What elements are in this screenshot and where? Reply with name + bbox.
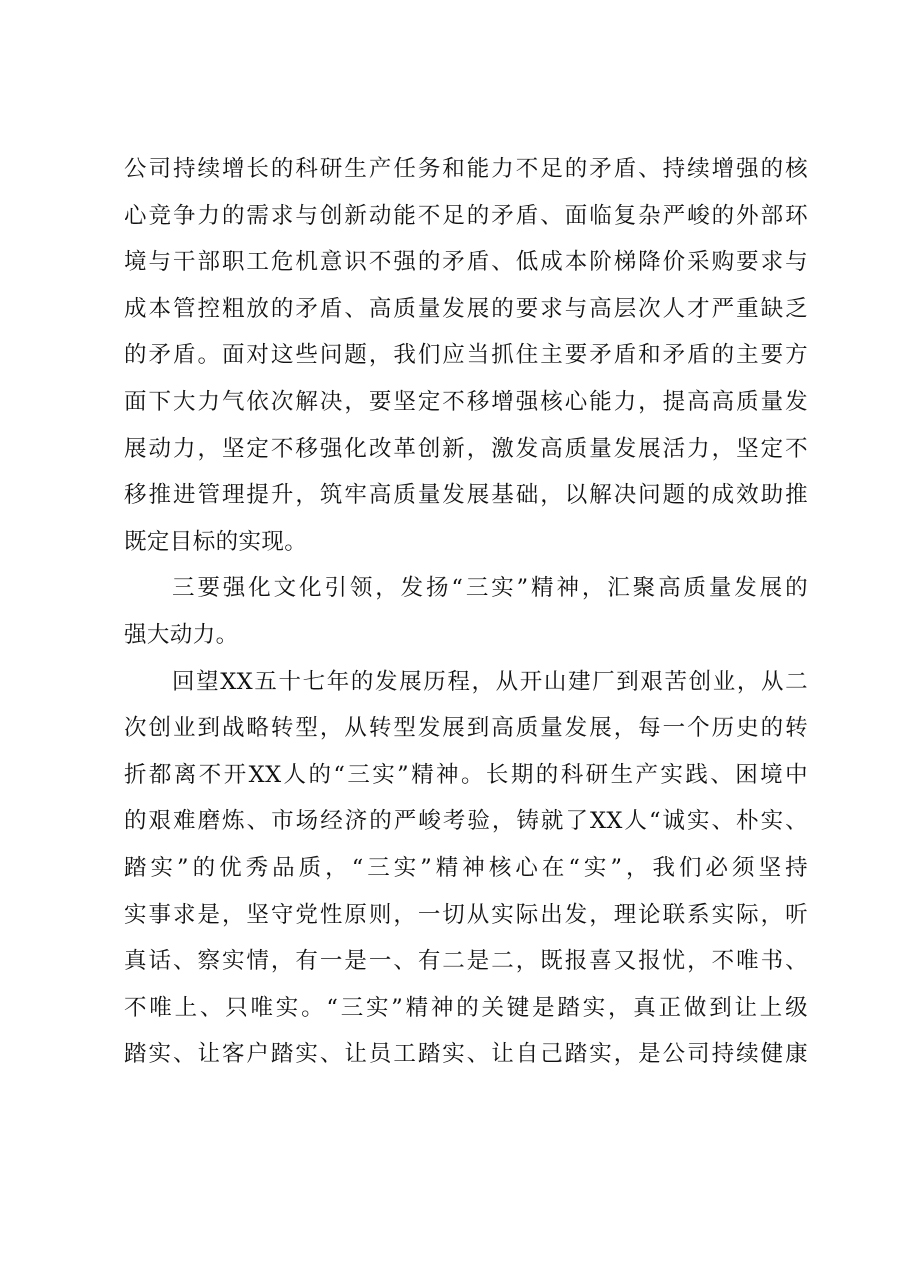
- text-line: 的矛盾。面对这些问题，我们应当抓住主要矛盾和矛盾的主要方: [124, 342, 808, 369]
- section-heading-line: 三要强化文化引领，发扬“三实”精神，汇聚高质量发展的: [172, 575, 808, 602]
- text-line: 境与干部职工危机意识不强的矛盾、低成本阶梯降价采购要求与: [124, 249, 808, 276]
- text-line: 面下大力气依次解决，要坚定不移增强核心能力，提高高质量发: [124, 388, 808, 415]
- paragraph-start-line: 回望XX五十七年的发展历程，从开山建厂到艰苦创业，从二: [172, 668, 808, 695]
- text-line: 踏实、让客户踏实、让员工踏实、让自己踏实，是公司持续健康: [124, 1041, 808, 1068]
- document-body: [124, 146, 808, 1078]
- text-line: 实事求是，坚守党性原则，一切从实际出发，理论联系实际，听: [124, 901, 808, 928]
- text-line: 的艰难磨炼、市场经济的严峻考验，铸就了XX人“诚实、朴实、: [124, 808, 808, 835]
- section-heading-end-line: 强大动力。: [124, 621, 239, 648]
- text-line: 踏实”的优秀品质，“三实”精神核心在“实”，我们必须坚持: [124, 854, 808, 881]
- text-line: 不唯上、只唯实。“三实”精神的关键是踏实，真正做到让上级: [124, 994, 808, 1021]
- text-line: 展动力，坚定不移强化改革创新，激发高质量发展活力，坚定不: [124, 435, 808, 462]
- text-line: 次创业到战略转型，从转型发展到高质量发展，每一个历史的转: [124, 715, 808, 742]
- text-line: 心竞争力的需求与创新动能不足的矛盾、面临复杂严峻的外部环: [124, 202, 808, 229]
- text-line: 公司持续增长的科研生产任务和能力不足的矛盾、持续增强的核: [124, 156, 808, 182]
- paragraph-end-line: 既定目标的实现。: [124, 528, 308, 555]
- text-line: 折都离不开XX人的“三实”精神。长期的科研生产实践、困境中: [124, 761, 808, 788]
- text-line: 成本管控粗放的矛盾、高质量发展的要求与高层次人才严重缺乏: [124, 295, 808, 322]
- text-line: 真话、察实情，有一是一、有二是二，既报喜又报忧，不唯书、: [124, 948, 808, 975]
- text-line: 移推进管理提升，筑牢高质量发展基础，以解决问题的成效助推: [124, 482, 808, 509]
